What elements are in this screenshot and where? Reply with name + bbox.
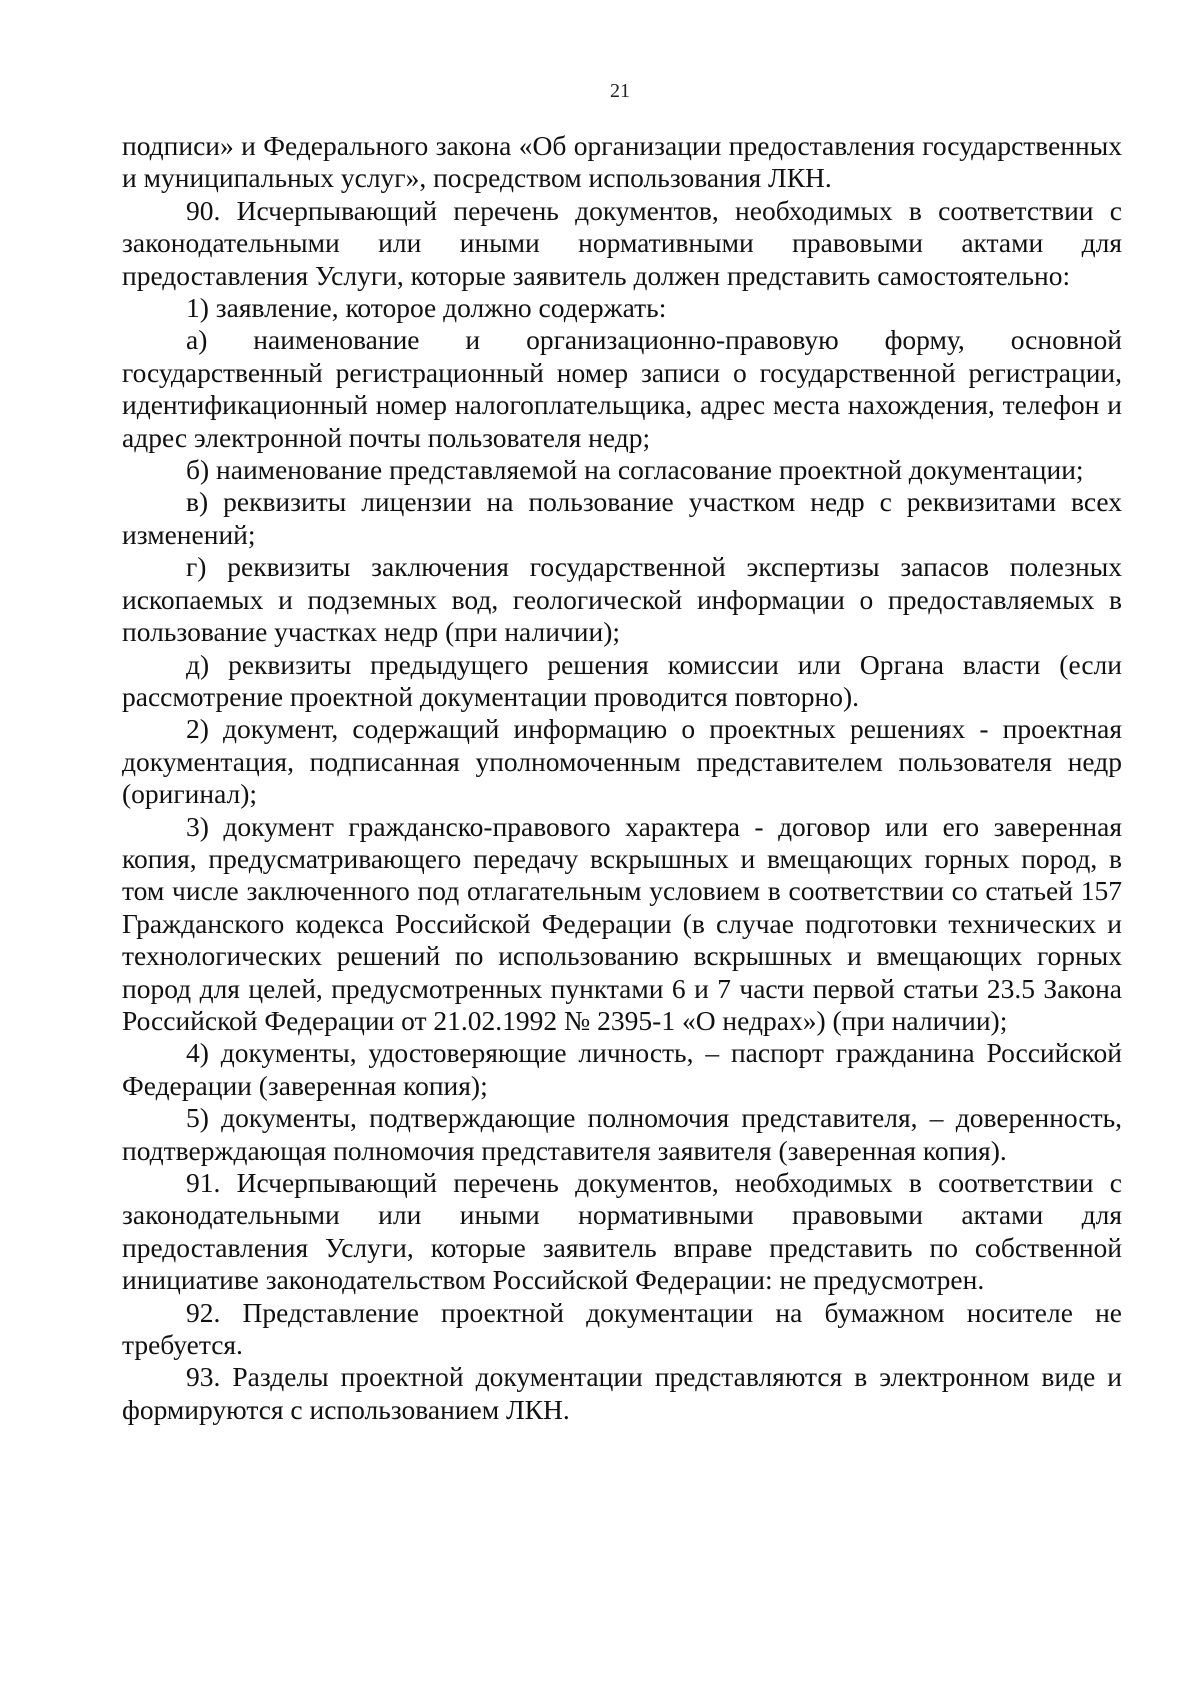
paragraph-subitem-a: а) наименование и организационно-правовую форму, основной государственный регистрационный номер записи о государственной регистрации, идентификационный номер налогоплательщика, адрес места нахождения, телефон и адрес электронной почты пользователя недр;: [122, 324, 1122, 453]
paragraph-subitem-1: 1) заявление, которое должно содержать:: [186, 292, 667, 324]
paragraph-subitem-g: г) реквизиты заключения государственной экспертизы запасов полезных ископаемых и подземных вод, геологической информации о предоставляемых в пользование участках недр (при наличии);: [122, 551, 1122, 648]
document-body: [122, 130, 1122, 1426]
paragraph-subitem-d: д) реквизиты предыдущего решения комиссии или Органа власти (если рассмотрение проектной документации проводится повторно).: [122, 648, 1122, 712]
paragraph-subitem-5: 5) документы, подтверждающие полномочия представителя, – доверенность, подтверждающая полномочия представителя заявителя (заверенная копия).: [122, 1102, 1122, 1166]
paragraph-subitem-3: 3) документ гражданско-правового характера - договор или его заверенная копия, предусматривающего передачу вскрышных и вмещающих горных пород, в том числе заключенного под отлагательным условием в соответствии со статьей 157 Гражданского кодекса Российской Федерации (в случае подготовки технических и технологических решений по использованию вскрышных и вмещающих горных пород для целей, предусмотренных пунктами 6 и 7 части первой статьи 23.5 Закона Российской Федерации от 21.02.1992 № 2395-1 «О недрах») (при наличии);: [122, 810, 1122, 1036]
paragraph-item-93: 93. Разделы проектной документации представляются в электронном виде и формируются с использованием ЛКН.: [122, 1361, 1122, 1425]
paragraph-subitem-v: в) реквизиты лицензии на пользование участком недр с реквизитами всех изменений;: [122, 486, 1122, 550]
paragraph-continuation: подписи» и Федерального закона «Об организации предоставления государственных и муниципальных услуг», посредством использования ЛКН.: [122, 130, 1122, 194]
paragraph-item-90: 90. Исчерпывающий перечень документов, необходимых в соответствии с законодательными или иными нормативными правовыми актами для предоставления Услуги, которые заявитель должен представить самостоятельно:: [122, 194, 1122, 291]
paragraph-item-91: 91. Исчерпывающий перечень документов, необходимых в соответствии с законодательными или иными нормативными правовыми актами для предоставления Услуги, которые заявитель вправе представить по собственной инициативе законодательством Российской Федерации: не предусмотрен.: [122, 1167, 1122, 1296]
paragraph-item-92: 92. Представление проектной документации на бумажном носителе не требуется.: [122, 1296, 1122, 1361]
paragraph-subitem-4: 4) документы, удостоверяющие личность, – паспорт гражданина Российской Федерации (заверенная копия);: [122, 1037, 1122, 1101]
paragraph-subitem-2: 2) документ, содержащий информацию о проектных решениях - проектная документация, подписанная уполномоченным представителем пользователя недр (оригинал);: [122, 713, 1122, 810]
paragraph-subitem-b: б) наименование представляемой на согласование проектной документации;: [186, 454, 1084, 486]
page-number: 21: [610, 80, 630, 102]
